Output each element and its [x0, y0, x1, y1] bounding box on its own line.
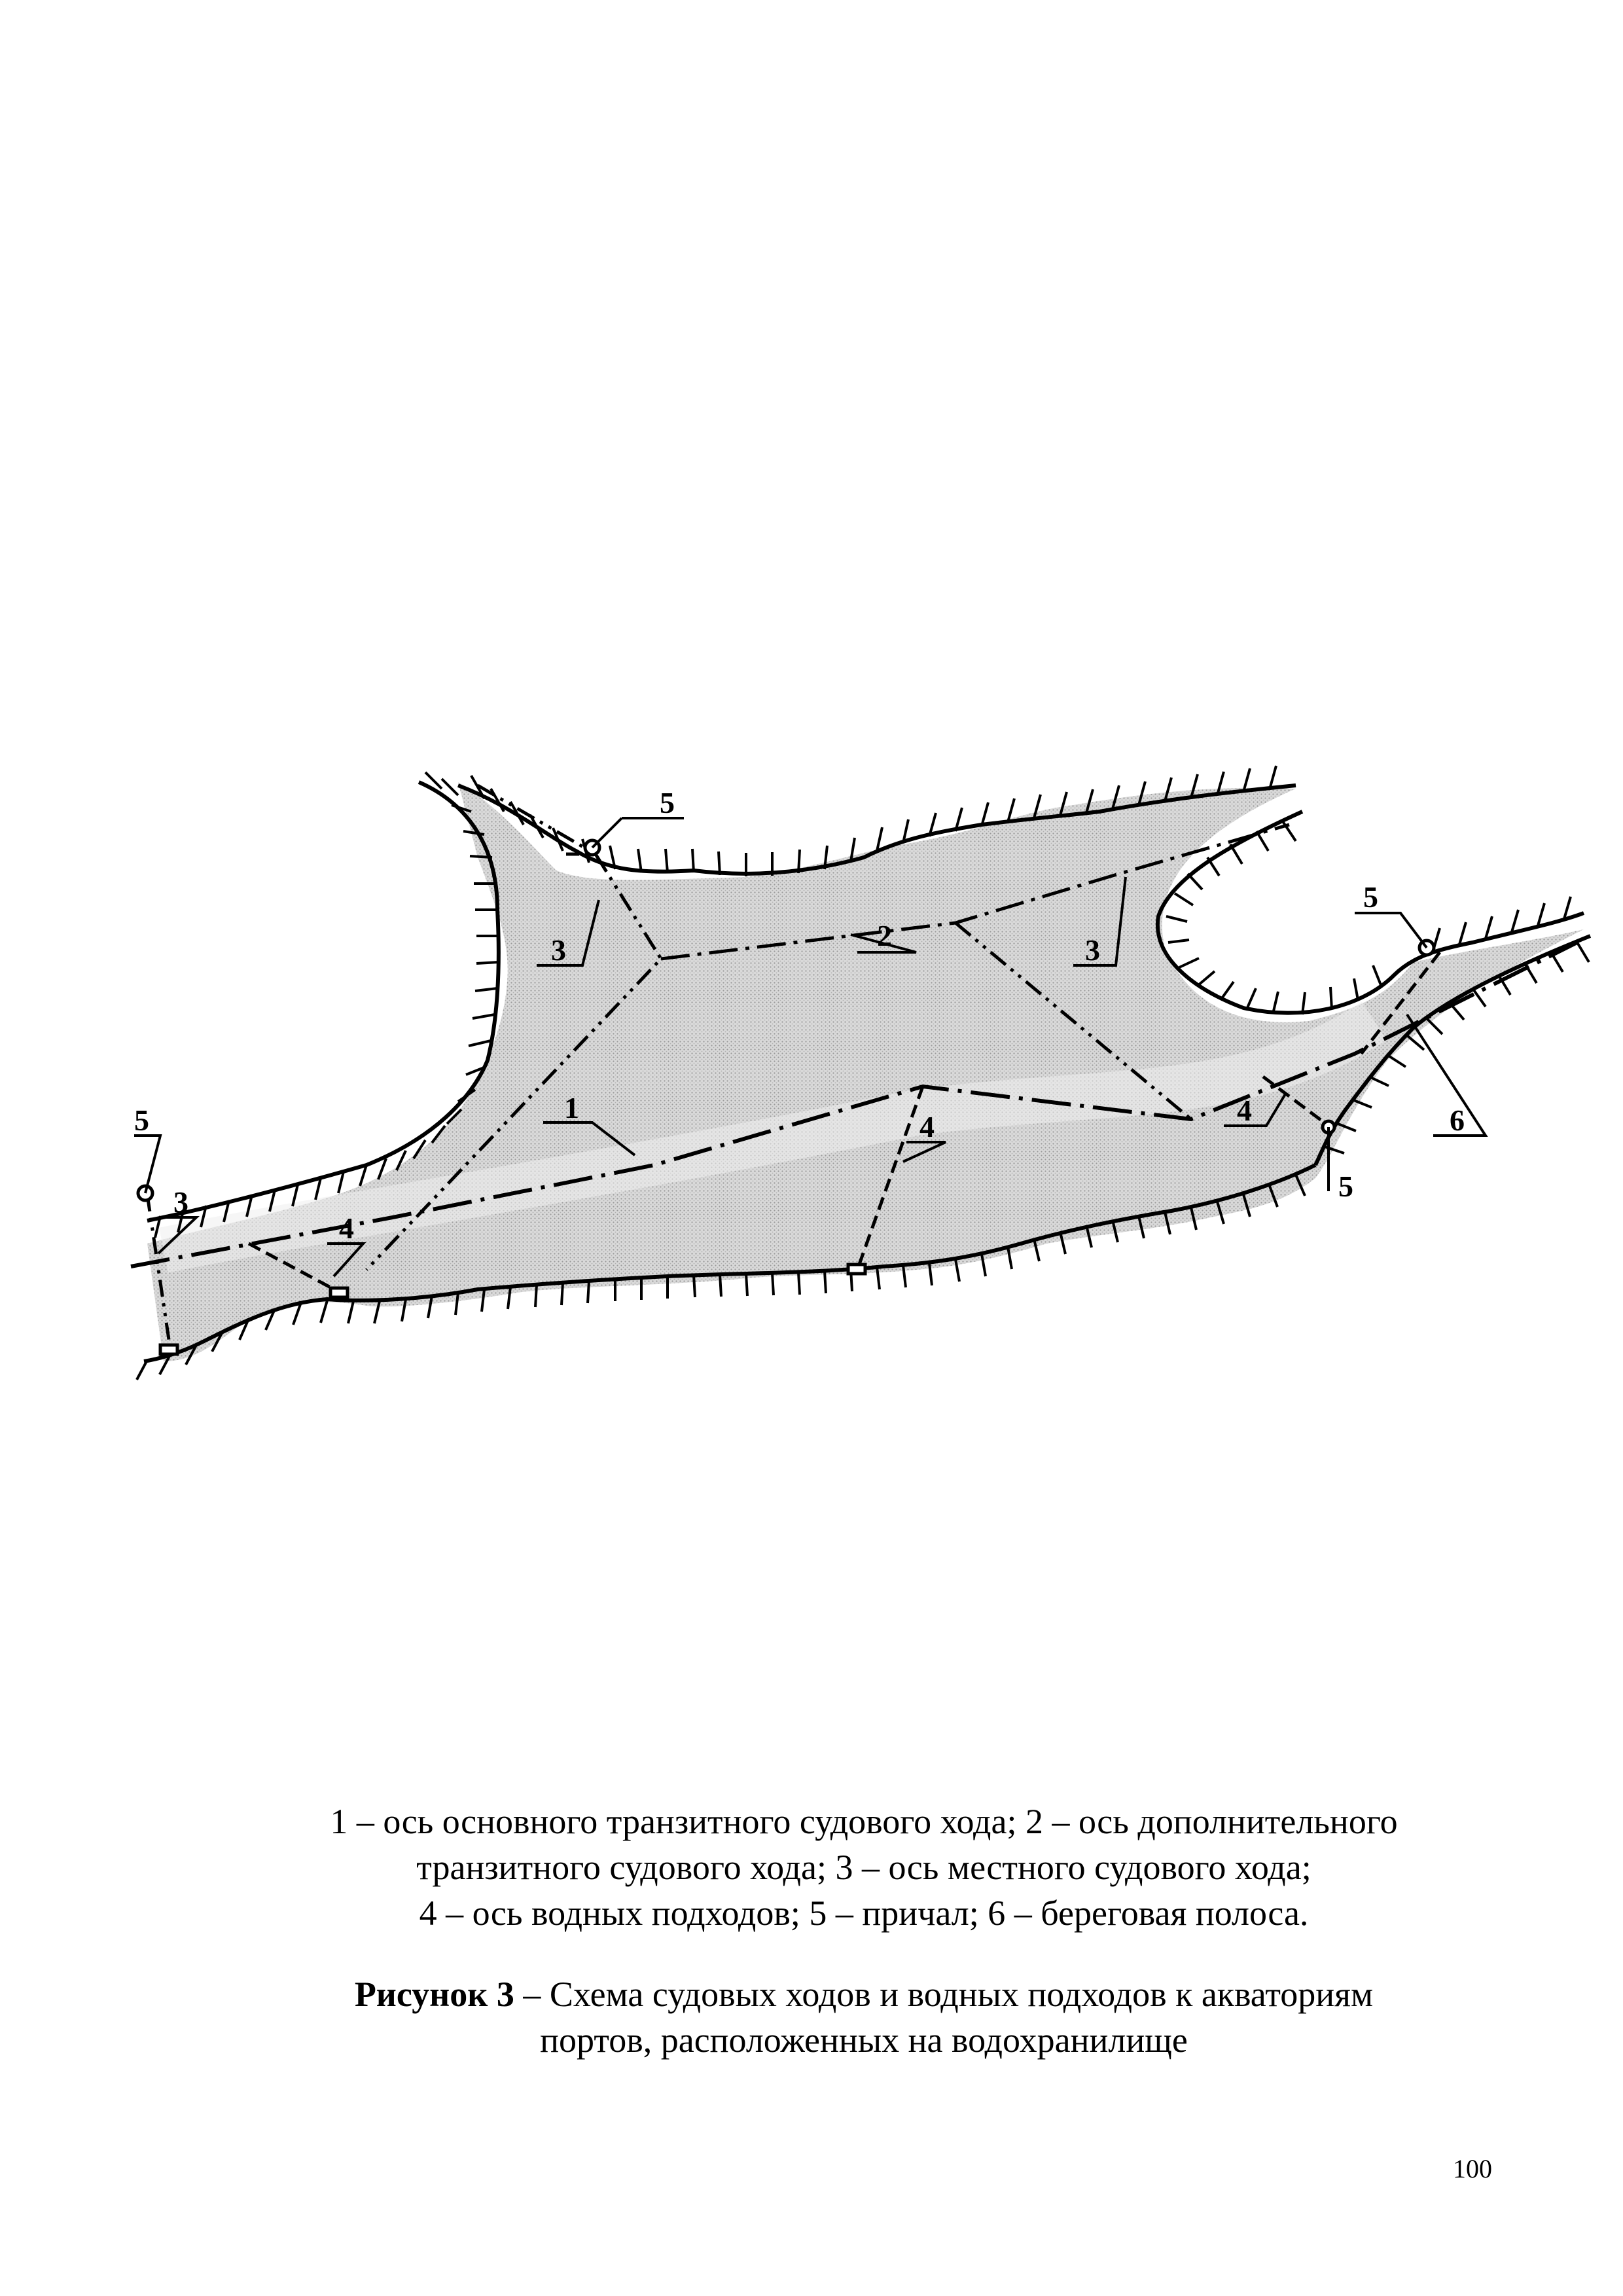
page-number: 100	[1453, 2154, 1492, 2183]
label-5-left: 5	[134, 1103, 149, 1137]
figure-caption	[216, 1971, 1512, 2063]
label-3-right: 3	[1085, 933, 1100, 967]
caption-label: Рисунок 3	[354, 1975, 514, 2014]
label-4-right: 4	[1237, 1094, 1252, 1127]
legend-line-1: 1 – ось основного транзитного судового хода; 2 – ось дополнительного	[330, 1802, 1398, 1841]
label-6: 6	[1450, 1103, 1465, 1137]
legend-line-2: транзитного судового хода; 3 – ось местного судового хода;	[416, 1848, 1311, 1887]
legend-line-3: 4 – ось водных подходов; 5 – причал; 6 – береговая полоса.	[419, 1893, 1309, 1933]
label-1: 1	[564, 1091, 579, 1124]
label-2: 2	[877, 919, 892, 952]
label-3-left: 3	[551, 933, 566, 967]
caption-text-1: – Схема судовых ходов и водных подходов к акваториям	[514, 1975, 1374, 2014]
caption-line-2: портов, расположенных на водохранилище	[540, 2020, 1188, 2060]
label-3-far-left: 3	[173, 1185, 188, 1219]
berth-bottom-left	[160, 1345, 177, 1354]
caption-line-1	[216, 1971, 1512, 2017]
berth-bottom-center	[330, 1288, 348, 1297]
label-4-left: 4	[339, 1211, 354, 1245]
figure-legend	[216, 1799, 1512, 1936]
label-4-center: 4	[919, 1110, 935, 1143]
label-5-lower-right: 5	[1338, 1170, 1353, 1203]
label-5-top: 5	[660, 786, 675, 819]
berth-bottom-mid	[848, 1265, 865, 1274]
label-5-right: 5	[1363, 880, 1378, 914]
